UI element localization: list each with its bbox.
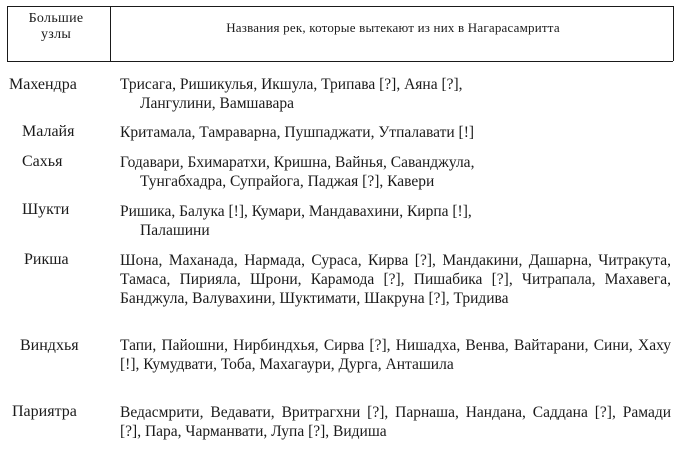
river-list-continuation: Лангулини, Вамшавара (140, 95, 294, 112)
river-list: Шона, Маханада, Нармада, Сураса, Кирва [?], Мандакини, Дашарна, Читракута, Тамаса, Пирияла, Шрони, Карамода [?], Пишабика [?], Читрапала, Махавега, Банджула, Валувахини, Шуктимати, Шакруна [?], Тридива (120, 252, 671, 307)
river-list-line: Трисага, Ришикулья, Икшула, Трипава [?], Аяна [?], (120, 76, 463, 93)
node-name: Махендра (9, 76, 77, 93)
river-list: Ведасмрити, Ведавати, Вритрагхни [?], Парнаша, Нандана, Саддана [?], Рамади [?], Пара, Чарманвати, Лупа [?], Видиша (120, 404, 671, 440)
node-name: Париятра (12, 403, 77, 420)
header-column-divider (110, 6, 111, 61)
river-list (120, 202, 671, 240)
node-name: Сахья (22, 153, 63, 170)
river-list (120, 75, 671, 113)
river-list (120, 123, 671, 142)
node-name: Малайя (22, 123, 75, 140)
table-top-rule (7, 6, 673, 7)
river-list: Тапи, Пайошни, Нирбиндхья, Сирва [?], Нишадха, Венва, Вайтарани, Сини, Хаху [!], Кумудвати, Тоба, Махагаури, Дурга, Анташила (120, 337, 671, 373)
header-bottom-rule (7, 61, 673, 62)
column-header-nodes-line1: Большие (28, 11, 84, 26)
river-list (120, 153, 671, 191)
river-list-line: Годавари, Бхимаратхи, Кришна, Вайнья, Саванджула, (120, 154, 475, 171)
node-name: Рикша (24, 251, 69, 268)
river-list-line: Ришика, Балука [!], Кумари, Мандавахини, Кирпа [!], (120, 203, 472, 220)
column-header-rivers: Названия рек, которые вытекают из них в Нагарасамритта (226, 20, 560, 35)
river-list-continuation: Палашини (140, 222, 210, 239)
node-name: Шукти (22, 201, 70, 218)
river-list-line: Критамала, Тамраварна, Пушпаджати, Утпалавати [!] (120, 124, 475, 141)
column-header-nodes-line2: узлы (40, 27, 72, 42)
node-name: Виндхья (20, 337, 79, 354)
river-list-continuation: Тунгабхадра, Супрайога, Паджая [?], Кавери (140, 173, 435, 190)
column-header-nodes (6, 11, 106, 43)
